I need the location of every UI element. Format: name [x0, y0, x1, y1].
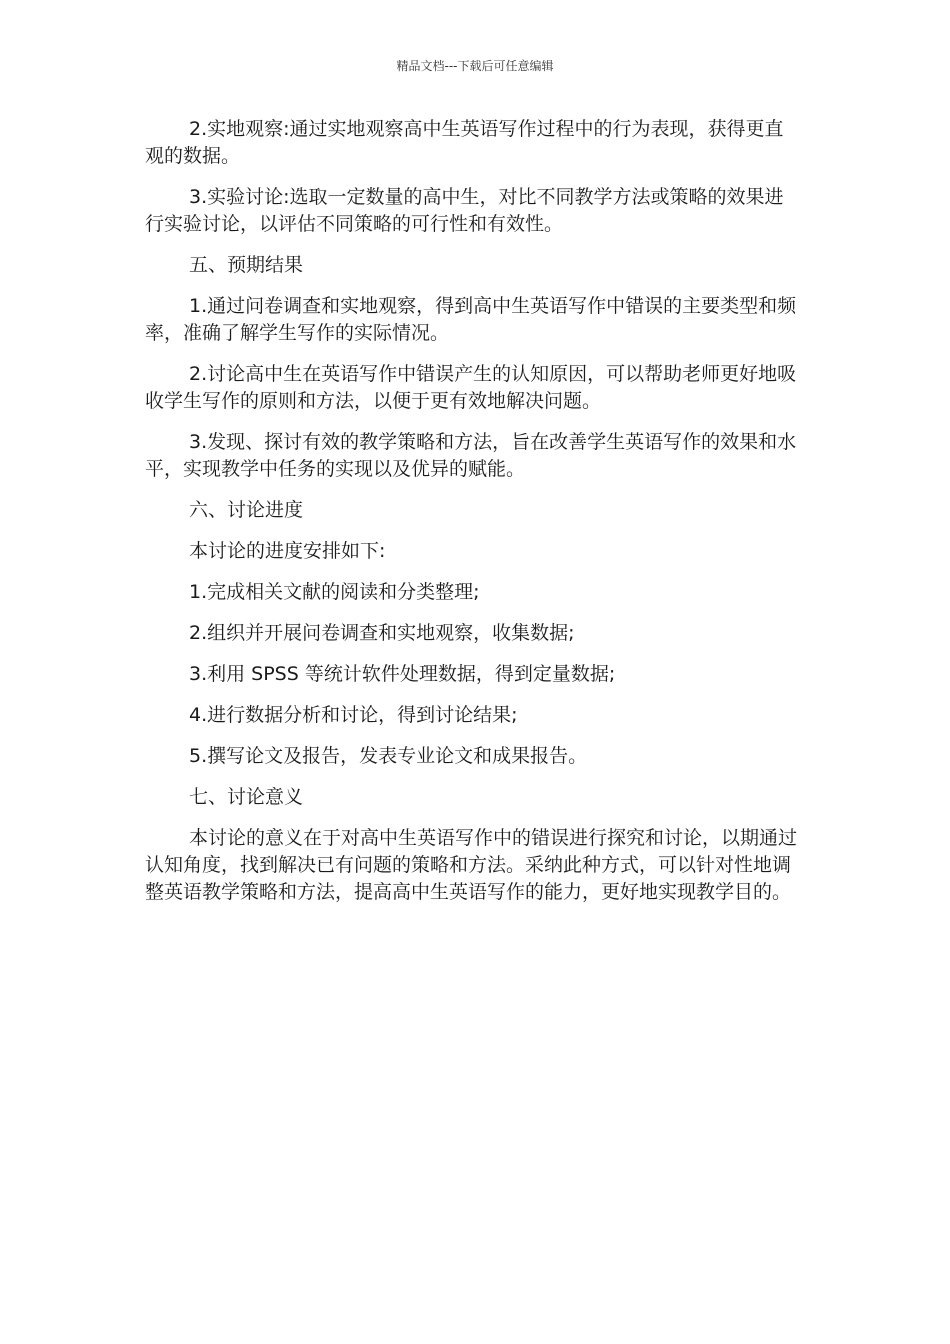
paragraph-result-1: 1.通过问卷调查和实地观察，得到高中生英语写作中错误的主要类型和频率，准确了解学生写作的实际情况。	[145, 295, 797, 344]
list-item-progress-5: 5.撰写论文及报告，发表专业论文和成果报告。	[189, 745, 588, 767]
list-item-progress-1: 1.完成相关文献的阅读和分类整理;	[189, 581, 480, 603]
paragraph-field-observation: 2.实地观察:通过实地观察高中生英语写作过程中的行为表现，获得更直观的数据。	[145, 118, 784, 167]
paragraph-experiment-discussion: 3.实验讨论:选取一定数量的高中生，对比不同教学方法或策略的效果进行实验讨论，以评估不同策略的可行性和有效性。	[145, 186, 784, 235]
page-header: 精品文档---下载后可任意编辑	[396, 59, 554, 73]
document-body	[145, 116, 800, 920]
paragraph-result-3: 3.发现、探讨有效的教学策略和方法，旨在改善学生英语写作的效果和水平，实现教学中任务的实现以及优异的赋能。	[145, 431, 797, 480]
list-item-progress-2: 2.组织并开展问卷调查和实地观察，收集数据;	[189, 622, 575, 644]
paragraph-significance: 本讨论的意义在于对高中生英语写作中的错误进行探究和讨论，以期通过认知角度，找到解决已有问题的策略和方法。采纳此种方式，可以针对性地调整英语教学策略和方法，提高高中生英语写作的能力，更好地实现教学目的。	[145, 827, 798, 903]
list-item-progress-4: 4.进行数据分析和讨论，得到讨论结果;	[189, 704, 518, 726]
section-heading-expected-results: 五、预期结果	[189, 254, 304, 276]
paragraph-result-2: 2.讨论高中生在英语写作中错误产生的认知原因，可以帮助老师更好地吸收学生写作的原则和方法，以便于更有效地解决问题。	[145, 363, 797, 412]
paragraph-progress-intro: 本讨论的进度安排如下:	[189, 540, 386, 562]
section-heading-significance: 七、讨论意义	[189, 786, 304, 808]
section-heading-progress: 六、讨论进度	[189, 499, 304, 521]
list-item-progress-3: 3.利用 SPSS 等统计软件处理数据，得到定量数据;	[189, 663, 616, 685]
